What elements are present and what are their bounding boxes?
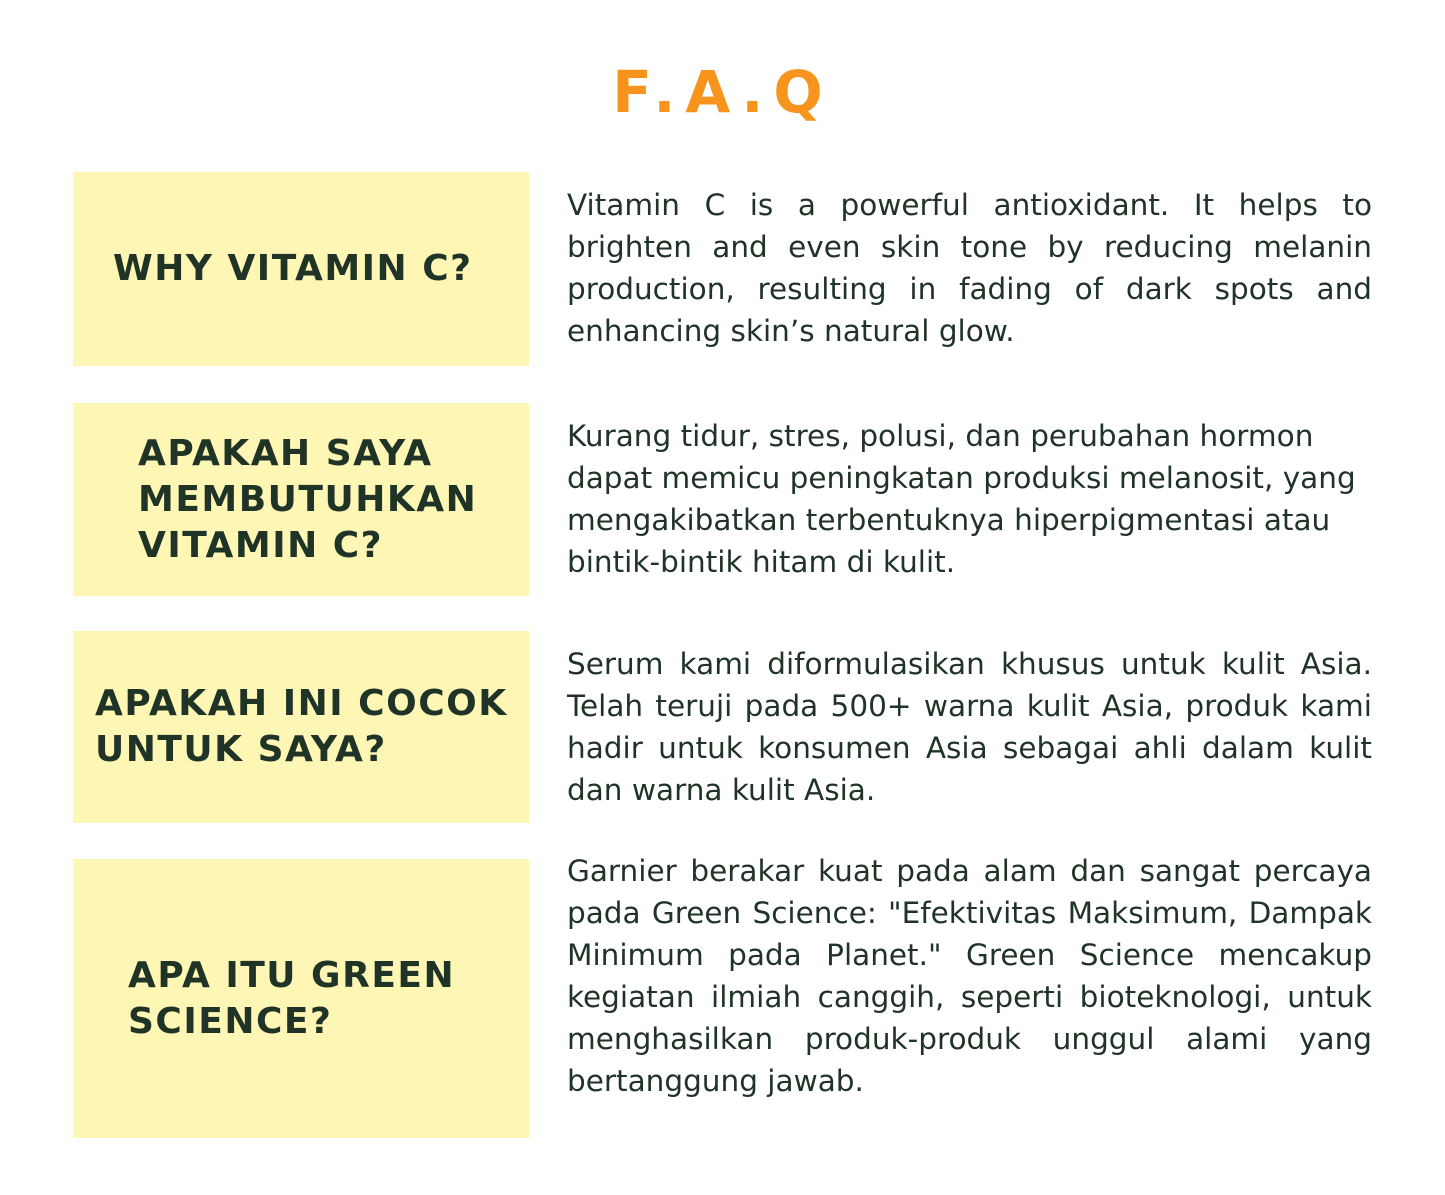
faq-question-box bbox=[73, 172, 529, 366]
faq-answer: Vitamin C is a powerful antioxidant. It helps to brighten and even skin tone by reducing melanin production, resulting in fading of dark spots and enhancing skin’s natural glow. bbox=[567, 188, 1372, 348]
faq-question-box bbox=[73, 859, 529, 1138]
faq-question-box bbox=[73, 631, 529, 823]
faq-question: APAKAH SAYA MEMBUTUHKAN VITAMIN C? bbox=[138, 432, 478, 566]
faq-answer: Kurang tidur, stres, polusi, dan perubahan hormon dapat memicu peningkatan produksi melanosit, yang mengakibatkan terbentuknya hiperpigmentasi atau bintik-bintik hitam di kulit. bbox=[567, 419, 1356, 579]
faq-answer: Garnier berakar kuat pada alam dan sangat percaya pada Green Science: "Efektivitas Maksimum, Dampak Minimum pada Planet." Green Science mencakup kegiatan ilmiah canggih, seperti bioteknologi, untuk menghasilkan produk-produk unggul alami yang bertanggung jawab. bbox=[567, 854, 1372, 1098]
faq-question: WHY VITAMIN C? bbox=[113, 248, 473, 289]
page-title: F.A.Q bbox=[612, 58, 833, 126]
faq-question-box bbox=[73, 403, 529, 596]
faq-answer: Serum kami diformulasikan khusus untuk kulit Asia. Telah teruji pada 500+ warna kulit Asia, produk kami hadir untuk konsumen Asia sebagai ahli dalam kulit dan warna kulit Asia. bbox=[567, 647, 1372, 807]
faq-question: APA ITU GREEN SCIENCE? bbox=[128, 954, 456, 1042]
faq-question: APAKAH INI COCOK UNTUK SAYA? bbox=[95, 683, 508, 770]
